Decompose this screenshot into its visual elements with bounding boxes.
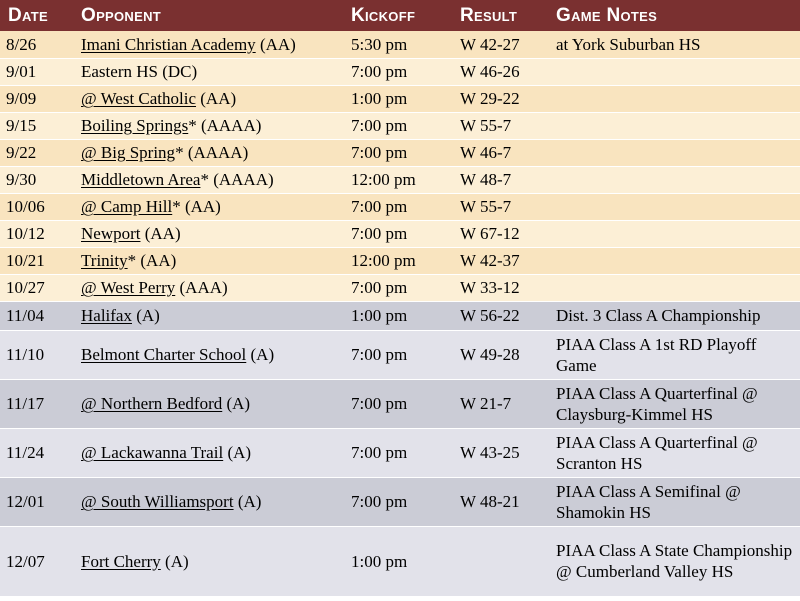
- opponent-class: (AA): [140, 224, 181, 243]
- game-date: 8/26: [0, 31, 73, 58]
- table-row: [0, 274, 800, 301]
- opponent-name[interactable]: Imani Christian Academy: [81, 34, 256, 54]
- game-notes: [548, 247, 800, 274]
- opponent-name[interactable]: Middletown Area: [81, 170, 201, 189]
- game-date: 9/09: [0, 85, 73, 112]
- game-kickoff: 7:00 pm: [343, 428, 452, 477]
- game-date: 9/30: [0, 166, 73, 193]
- game-result: W 33-12: [452, 274, 548, 301]
- game-date: 9/22: [0, 139, 73, 166]
- game-result: W 46-26: [452, 58, 548, 85]
- game-result: W 48-21: [452, 477, 548, 526]
- table-row: [0, 220, 800, 247]
- opponent-class: (A): [233, 492, 262, 511]
- table-row: [0, 31, 800, 58]
- game-opponent-cell: [73, 379, 343, 428]
- game-kickoff: 7:00 pm: [343, 139, 452, 166]
- game-opponent-cell: [73, 193, 343, 220]
- game-date: 12/01: [0, 477, 73, 526]
- game-result: W 48-7: [452, 166, 548, 193]
- game-date: 9/15: [0, 112, 73, 139]
- opponent-class: * (AA): [172, 197, 221, 216]
- game-kickoff: 1:00 pm: [343, 526, 452, 596]
- game-kickoff: 7:00 pm: [343, 477, 452, 526]
- opponent-name[interactable]: Belmont Charter School: [81, 345, 247, 364]
- opponent-name[interactable]: @ Camp Hill: [81, 197, 173, 216]
- game-opponent-cell: [73, 526, 343, 596]
- opponent-class: (AAA): [175, 278, 228, 297]
- opponent-name[interactable]: Newport: [81, 224, 141, 243]
- game-notes: PIAA Class A 1st RD Playoff Game: [548, 330, 800, 379]
- table-row: [0, 85, 800, 112]
- game-opponent-cell: [73, 274, 343, 301]
- game-kickoff: 7:00 pm: [343, 193, 452, 220]
- game-notes: [548, 112, 800, 139]
- game-date: 10/21: [0, 247, 73, 274]
- opponent-name[interactable]: @ West Catholic: [81, 89, 197, 108]
- game-result: W 43-25: [452, 428, 548, 477]
- game-kickoff: 1:00 pm: [343, 85, 452, 112]
- opponent-name[interactable]: @ Lackawanna Trail: [81, 443, 224, 462]
- game-kickoff: 7:00 pm: [343, 112, 452, 139]
- table-row: [0, 330, 800, 379]
- game-opponent-cell: [73, 31, 343, 58]
- opponent-name[interactable]: @ West Perry: [81, 278, 176, 297]
- game-result: W 56-22: [452, 301, 548, 330]
- game-opponent-cell: [73, 477, 343, 526]
- game-result: W 29-22: [452, 85, 548, 112]
- table-row: [0, 526, 800, 596]
- game-result: W 55-7: [452, 112, 548, 139]
- opponent-name[interactable]: @ South Williamsport: [81, 492, 234, 511]
- game-notes: [548, 58, 800, 85]
- opponent-class: * (AAAA): [200, 170, 274, 189]
- game-opponent-cell: [73, 112, 343, 139]
- opponent-class: (A): [131, 306, 160, 325]
- opponent-class: (A): [222, 394, 251, 413]
- game-result: W 21-7: [452, 379, 548, 428]
- game-kickoff: 12:00 pm: [343, 247, 452, 274]
- game-notes: PIAA Class A Quarterfinal @ Claysburg-Kimmel HS: [548, 379, 800, 428]
- game-opponent-cell: [73, 428, 343, 477]
- game-date: 11/24: [0, 428, 73, 477]
- game-result: W 67-12: [452, 220, 548, 247]
- table-row: [0, 247, 800, 274]
- table-row: [0, 193, 800, 220]
- table-row: [0, 428, 800, 477]
- game-kickoff: 7:00 pm: [343, 58, 452, 85]
- game-date: 10/12: [0, 220, 73, 247]
- game-notes: [548, 274, 800, 301]
- game-notes: [548, 220, 800, 247]
- opponent-name[interactable]: Trinity: [81, 251, 128, 270]
- opponent-class: (A): [160, 551, 189, 571]
- game-kickoff: 7:00 pm: [343, 379, 452, 428]
- opponent-name: Eastern HS (DC): [81, 62, 198, 81]
- game-notes: PIAA Class A State Championship @ Cumberland Valley HS: [548, 526, 800, 596]
- game-kickoff: 7:00 pm: [343, 274, 452, 301]
- opponent-class: * (AAAA): [188, 116, 262, 135]
- opponent-class: * (AA): [127, 251, 177, 270]
- game-notes: PIAA Class A Semifinal @ Shamokin HS: [548, 477, 800, 526]
- table-row: [0, 379, 800, 428]
- game-date: 11/17: [0, 379, 73, 428]
- table-row: [0, 166, 800, 193]
- game-notes: [548, 139, 800, 166]
- game-notes: PIAA Class A Quarterfinal @ Scranton HS: [548, 428, 800, 477]
- game-date: 11/04: [0, 301, 73, 330]
- game-opponent-cell: [73, 301, 343, 330]
- game-kickoff: 12:00 pm: [343, 166, 452, 193]
- game-opponent-cell: [73, 85, 343, 112]
- game-kickoff: 7:00 pm: [343, 330, 452, 379]
- opponent-name[interactable]: @ Big Spring: [81, 143, 176, 162]
- table-row: [0, 139, 800, 166]
- game-result: [452, 526, 548, 596]
- game-opponent-cell: [73, 247, 343, 274]
- game-date: 12/07: [0, 526, 73, 596]
- opponent-name[interactable]: Fort Cherry: [81, 551, 161, 571]
- game-opponent-cell: [73, 166, 343, 193]
- game-date: 10/06: [0, 193, 73, 220]
- opponent-class: * (AAAA): [175, 143, 249, 162]
- table-row: [0, 301, 800, 330]
- game-date: 9/01: [0, 58, 73, 85]
- game-result: W 49-28: [452, 330, 548, 379]
- game-notes: [548, 193, 800, 220]
- game-opponent-cell: [73, 330, 343, 379]
- game-result: W 46-7: [452, 139, 548, 166]
- game-kickoff: 1:00 pm: [343, 301, 452, 330]
- game-notes: [548, 166, 800, 193]
- opponent-class: (AA): [196, 89, 237, 108]
- opponent-class: (A): [223, 443, 252, 462]
- opponent-class: (A): [246, 345, 275, 364]
- header-notes: Game Notes: [548, 0, 800, 31]
- game-notes: at York Suburban HS: [548, 31, 800, 58]
- header-opponent: Opponent: [73, 0, 343, 31]
- game-kickoff: 7:00 pm: [343, 220, 452, 247]
- header-kickoff: Kickoff: [343, 0, 452, 31]
- opponent-class: (AA): [255, 34, 296, 54]
- game-opponent-cell: [73, 220, 343, 247]
- schedule-header: [0, 0, 800, 31]
- game-result: W 55-7: [452, 193, 548, 220]
- table-row: [0, 112, 800, 139]
- opponent-name[interactable]: Halifax: [81, 306, 132, 325]
- table-row: [0, 58, 800, 85]
- game-notes: Dist. 3 Class A Championship: [548, 301, 800, 330]
- game-date: 10/27: [0, 274, 73, 301]
- game-kickoff: 5:30 pm: [343, 31, 452, 58]
- game-notes: [548, 85, 800, 112]
- game-opponent-cell: [73, 58, 343, 85]
- schedule-body: [0, 31, 800, 596]
- opponent-name[interactable]: Boiling Springs: [81, 116, 189, 135]
- header-row: [0, 0, 800, 31]
- game-opponent-cell: [73, 139, 343, 166]
- header-date: Date: [0, 0, 73, 31]
- game-result: W 42-37: [452, 247, 548, 274]
- game-result: W 42-27: [452, 31, 548, 58]
- table-row: [0, 477, 800, 526]
- header-result: Result: [452, 0, 548, 31]
- opponent-name[interactable]: @ Northern Bedford: [81, 394, 223, 413]
- game-date: 11/10: [0, 330, 73, 379]
